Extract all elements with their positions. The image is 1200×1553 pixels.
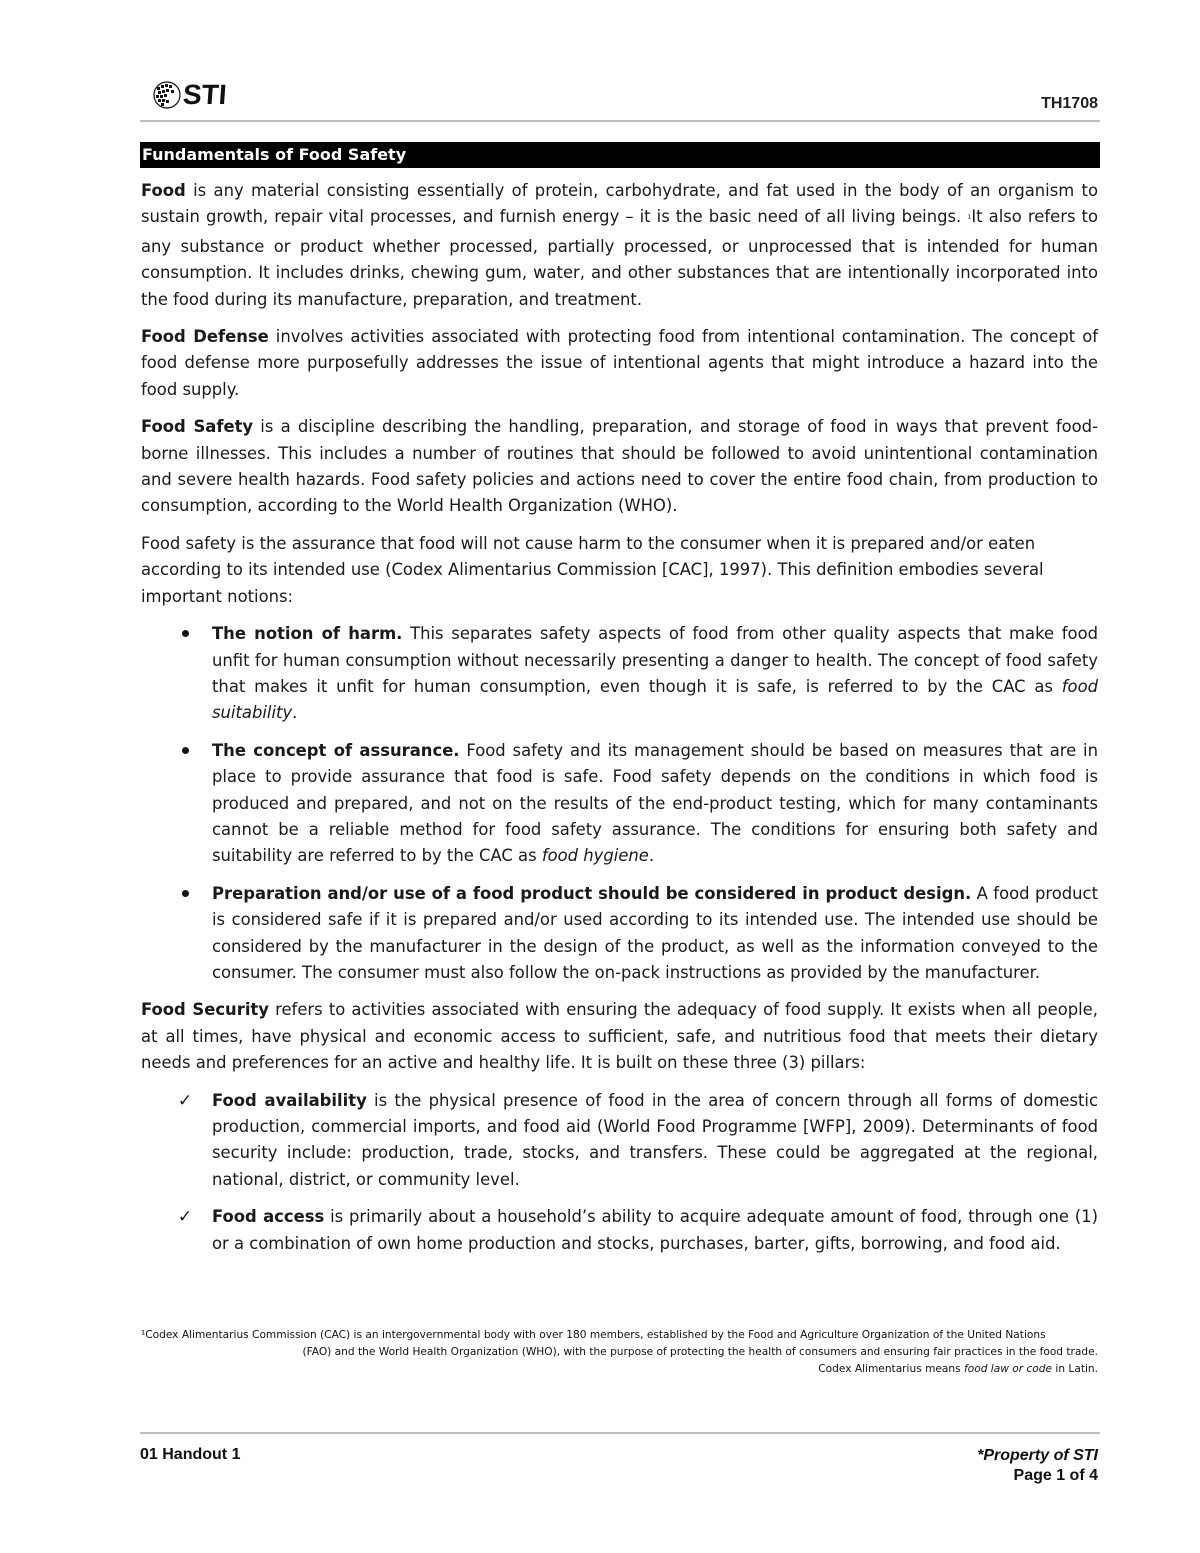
paragraph-food-security: Food Security refers to activities associated with ensuring the adequacy of food supply. It exists when all people, at all times, have physical and economic access to sufficient, safe, and nutritious food that meets their dietary needs and preferences for an active and healthy life. It is built on these three (3) pillars: [141, 1000, 1098, 1073]
sti-logo [152, 78, 227, 112]
pillars-list [141, 1088, 1098, 1257]
footnote-line: ¹Codex Alimentarius Commission (CAC) is an intergovernmental body with over 180 members, established by the Food and Agriculture Organization of the United Nations [141, 1329, 1046, 1341]
paragraph-food: Food is any material consisting essentially of protein, carbohydrate, and fat used in the body of an organism to sustain growth, repair vital processes, and furnish energy – it is the basic need of all living beings. ¹It also refers to any substance or product whether processed, partially processed, or unprocessed that is intended for human consumption. It includes drinks, chewing gum, water, and other substances that are intentionally incorporated into the food during its manufacture, preparation, and treatment. [141, 181, 1099, 309]
document-body [141, 178, 1098, 1268]
list-item: Preparation and/or use of a food product should be considered in product design. A food product is considered safe if it is prepared and/or used according to its intended use. The intended use should be considered by the manufacturer in the design of the product, as well as the information conveyed to the consumer. The consumer must also follow the on-pack instructions as provided by the manufacturer. [141, 881, 1098, 987]
header-divider [140, 120, 1100, 122]
bullet-icon [175, 621, 195, 647]
paragraph-food-safety: Food Safety is a discipline describing the handling, preparation, and storage of food in ways that prevent food-borne illnesses. This includes a number of routines that should be followed to avoid unintentional contamination and severe health hazards. Food safety policies and actions need to cover the entire food chain, from production to consumption, according to the World Health Organization (WHO). [141, 417, 1098, 516]
footnote-line: (FAO) and the World Health Organization (WHO), with the purpose of protecting the health of consumers and ensuring fair practices in the food trade. [302, 1346, 1098, 1358]
list-item: The concept of assurance. Food safety and its management should be based on measures that are in place to provide assurance that food is safe. Food safety depends on the conditions in which food is produced and prepared, and not on the results of the end-product testing, which for many contaminants cannot be a reliable method for food safety assurance. The conditions for ensuring both safety and suitability are referred to by the CAC as food hygiene. [141, 738, 1098, 870]
checkmark-icon: ✓ [177, 1090, 193, 1111]
term-food-defense: Food Defense [141, 327, 269, 347]
list-item: The notion of harm. This separates safety aspects of food from other quality aspects that make food unfit for human consumption without necessarily presenting a danger to health. The concept of food safety that makes it unfit for human consumption, even though it is safe, is referred to by the CAC as food suitability. [141, 621, 1098, 727]
footnote-marker: ¹ [967, 214, 972, 226]
footnote [141, 1327, 1098, 1378]
term-food-safety: Food Safety [141, 417, 254, 437]
notions-list [141, 621, 1098, 986]
section-title: Fundamentals of Food Safety [140, 142, 1100, 168]
list-item: ✓ Food availability is the physical presence of food in the area of concern through all forms of domestic production, commercial imports, and food aid (World Food Programme [WFP], 2009). Determinants of food security include: production, trade, stocks, and transfers. These could be aggregated at the regional, national, district, or community level. [141, 1088, 1098, 1194]
bullet-icon [175, 881, 195, 907]
list-item: ✓ Food access is primarily about a household’s ability to acquire adequate amount of food, through one (1) or a combination of own home production and stocks, purchases, barter, gifts, borrowing, and food aid. [141, 1204, 1098, 1257]
globe-icon [152, 80, 182, 110]
paragraph-food-defense: Food Defense involves activities associated with protecting food from intentional contamination. The concept of food defense more purposefully addresses the issue of intentional agents that might introduce a hazard into the food supply. [141, 327, 1098, 399]
footer-divider [140, 1432, 1100, 1434]
term-food-security: Food Security [141, 1000, 269, 1020]
footer-info [977, 1446, 1098, 1486]
footnote-line: Codex Alimentarius means food law or code in Latin. [818, 1363, 1098, 1375]
checkmark-icon: ✓ [177, 1207, 193, 1228]
paragraph-assurance: Food safety is the assurance that food will not cause harm to the consumer when it is prepared and/or eaten according to its intended use (Codex Alimentarius Commission [CAC], 1997). This definition embodies several important notions: [141, 533, 1044, 606]
property-label: *Property of STI [977, 1447, 1098, 1464]
term-food: Food [141, 181, 186, 200]
handout-label: 01 Handout 1 [140, 1446, 241, 1463]
document-code: TH1708 [1041, 95, 1098, 112]
page-number: Page 1 of 4 [1013, 1467, 1098, 1484]
logo-text: STI [181, 79, 228, 110]
bullet-icon [175, 738, 195, 764]
